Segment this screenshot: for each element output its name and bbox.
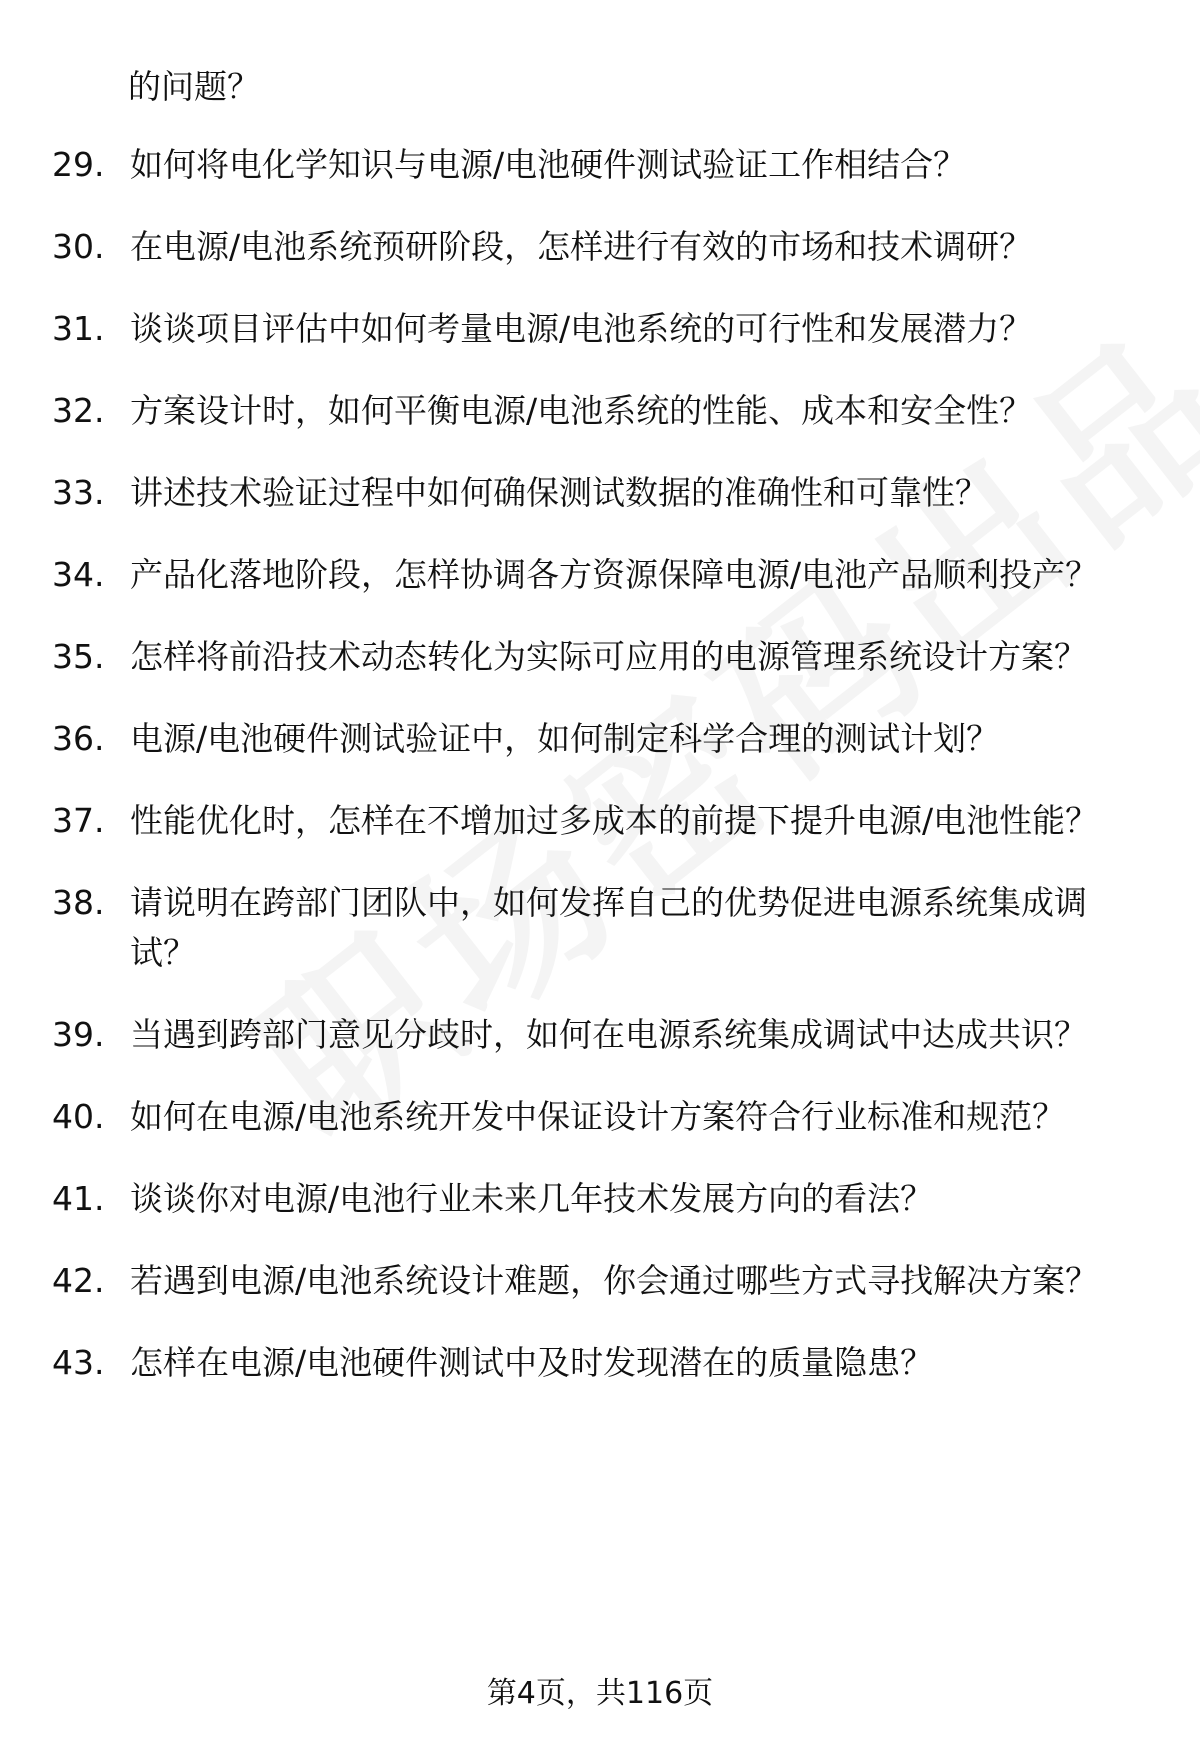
question-text: 当遇到跨部门意见分歧时，如何在电源系统集成调试中达成共识？	[130, 1015, 1087, 1054]
continuation-text: 的问题？	[128, 67, 260, 106]
question-number: 32.	[52, 391, 105, 430]
question-text: 产品化落地阶段，怎样协调各方资源保障电源/电池产品顺利投产？	[130, 555, 1099, 594]
list-item	[0, 468, 1200, 518]
list-item	[0, 550, 1200, 600]
question-text: 请说明在跨部门团队中，如何发挥自己的优势促进电源系统集成调试？	[130, 883, 1087, 972]
question-number: 40.	[52, 1097, 105, 1136]
list-item	[0, 714, 1200, 764]
question-number: 43.	[52, 1343, 105, 1382]
question-number: 30.	[52, 227, 105, 266]
question-text: 在电源/电池系统预研阶段，怎样进行有效的市场和技术调研？	[130, 227, 1033, 266]
question-number: 38.	[52, 883, 105, 922]
list-item	[0, 632, 1200, 682]
question-number: 35.	[52, 637, 105, 676]
question-text: 如何将电化学知识与电源/电池硬件测试验证工作相结合？	[130, 145, 967, 184]
list-item	[0, 222, 1200, 272]
question-text: 怎样将前沿技术动态转化为实际可应用的电源管理系统设计方案？	[130, 637, 1087, 676]
list-item	[0, 1092, 1200, 1142]
question-number: 33.	[52, 473, 105, 512]
question-number: 41.	[52, 1179, 105, 1218]
question-text: 性能优化时，怎样在不增加过多成本的前提下提升电源/电池性能？	[130, 801, 1099, 840]
question-list	[0, 140, 1200, 1420]
list-item	[0, 1174, 1200, 1224]
list-item	[0, 796, 1200, 846]
question-number: 34.	[52, 555, 105, 594]
list-item	[0, 140, 1200, 190]
list-item	[0, 386, 1200, 436]
list-item	[0, 304, 1200, 354]
question-number: 31.	[52, 309, 105, 348]
question-text: 谈谈项目评估中如何考量电源/电池系统的可行性和发展潜力？	[130, 309, 1033, 348]
list-item	[0, 1256, 1200, 1306]
question-text: 怎样在电源/电池硬件测试中及时发现潜在的质量隐患？	[130, 1343, 934, 1382]
list-item	[0, 1010, 1200, 1060]
question-number: 42.	[52, 1261, 105, 1300]
question-number: 37.	[52, 801, 105, 840]
question-text: 谈谈你对电源/电池行业未来几年技术发展方向的看法？	[130, 1179, 934, 1218]
list-item	[0, 878, 1200, 978]
question-number: 36.	[52, 719, 105, 758]
question-text: 电源/电池硬件测试验证中，如何制定科学合理的测试计划？	[130, 719, 1000, 758]
question-number: 39.	[52, 1015, 105, 1054]
page-footer: 第4页，共116页	[486, 1676, 714, 1711]
question-text: 若遇到电源/电池系统设计难题，你会通过哪些方式寻找解决方案？	[130, 1261, 1099, 1300]
question-text: 方案设计时，如何平衡电源/电池系统的性能、成本和安全性？	[130, 391, 1033, 430]
question-number: 29.	[52, 145, 105, 184]
question-text: 讲述技术验证过程中如何确保测试数据的准确性和可靠性？	[130, 473, 988, 512]
list-item	[0, 1338, 1200, 1388]
question-text: 如何在电源/电池系统开发中保证设计方案符合行业标准和规范？	[130, 1097, 1066, 1136]
